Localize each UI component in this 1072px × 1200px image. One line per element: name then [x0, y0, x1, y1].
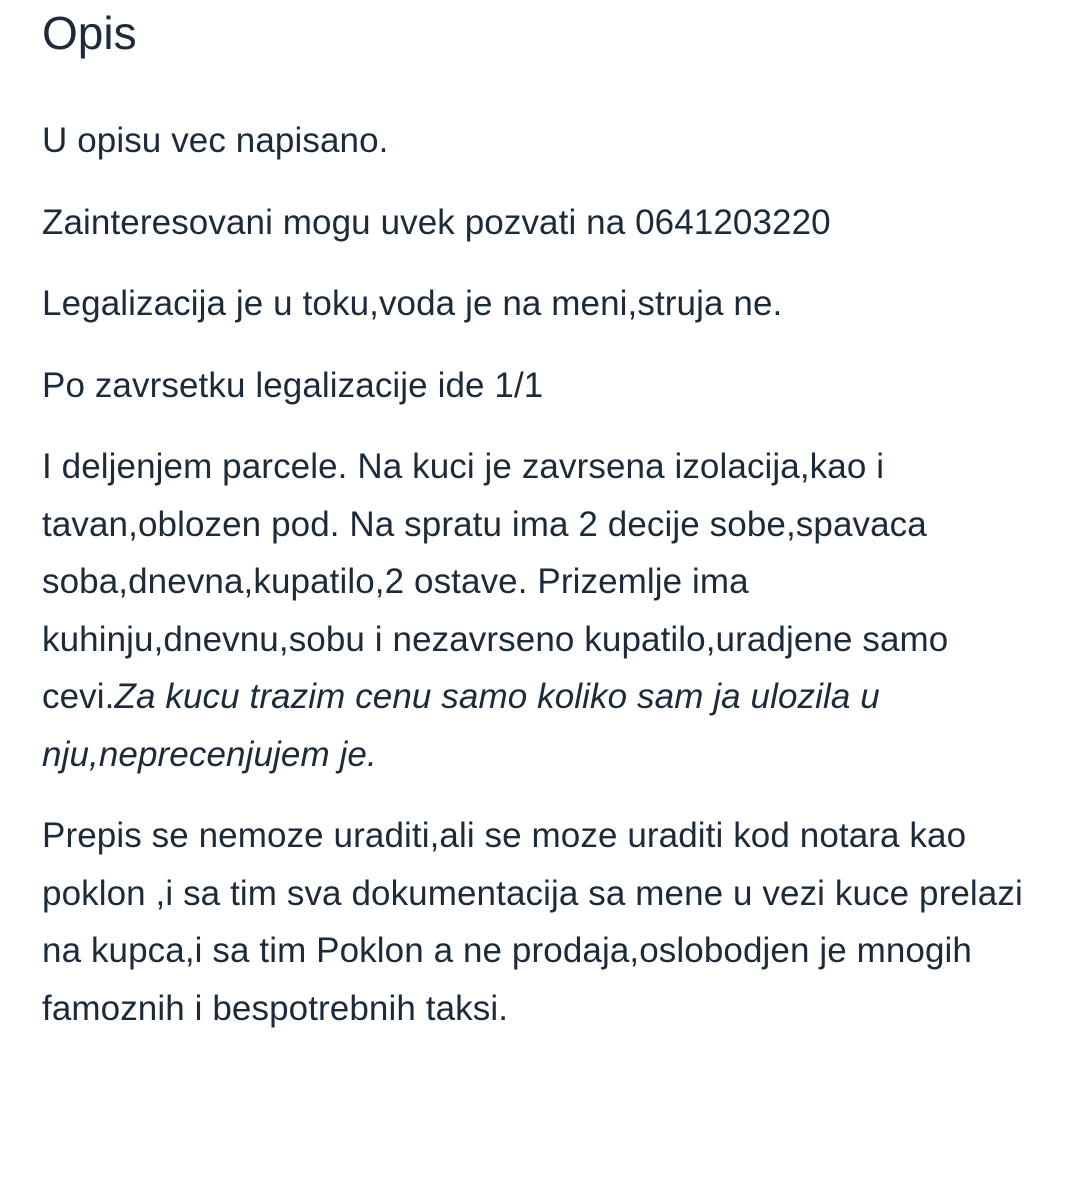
section-heading: Opis [42, 7, 137, 59]
description-paragraph-1: U opisu vec napisano. [42, 121, 389, 160]
description-body [42, 112, 1032, 1037]
description-paragraph-6: Prepis se nemoze uraditi,ali se moze uraditi kod notara kao poklon ,i sa tim sva dokumentacija sa mene u vezi kuce prelazi na kupca,i sa tim Poklon a ne prodaja,oslobodjen je mnogih famoznih i bespotrebnih taksi. [42, 816, 1023, 1028]
description-section [42, 0, 1032, 1073]
description-paragraph-2: Zainteresovani mogu uvek pozvati na 0641203220 [42, 202, 831, 242]
description-paragraph-5-text: I deljenjem parcele. Na kuci je zavrsena izolacija,kao i tavan,oblozen pod. Na spratu ima 2 decije sobe,spavaca soba,dnevna,kupatilo,2 ostave. Prizemlje ima kuhinju,dnevnu,sobu i nezavrseno kupatilo,uradjene samo cevi. [42, 447, 949, 716]
description-paragraph-5 [42, 438, 1032, 783]
description-paragraph-5-italic: Za kucu trazim cenu samo koliko sam ja ulozila u nju,neprecenjujem je. [42, 677, 880, 774]
description-paragraph-4: Po zavrsetku legalizacije ide 1/1 [42, 365, 544, 405]
description-paragraph-3: Legalizacija je u toku,voda je na meni,struja ne. [42, 284, 783, 323]
